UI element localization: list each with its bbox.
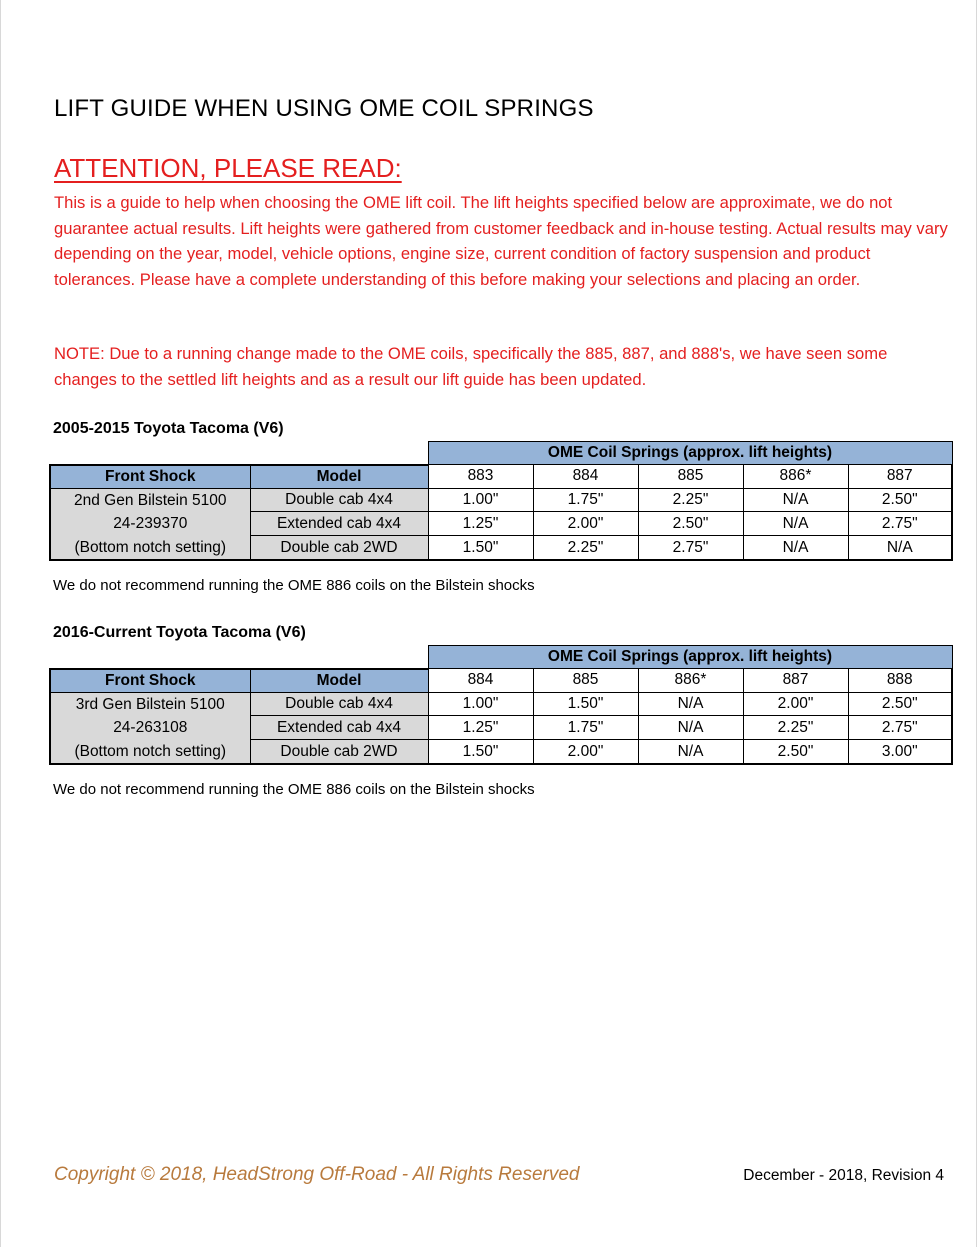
lift-value: 1.00" [428, 692, 533, 716]
blank-cell [50, 442, 428, 465]
lift-value: 2.00" [533, 740, 638, 764]
lift-value: 2.25" [533, 536, 638, 560]
coil-number-header: 885 [533, 669, 638, 693]
attention-heading: ATTENTION, PLEASE READ: [54, 153, 402, 183]
lift-value: N/A [743, 512, 848, 536]
table-note: We do not recommend running the OME 886 coils on the Bilstein shocks [53, 577, 535, 594]
lift-value: 1.50" [533, 692, 638, 716]
lift-value: 1.75" [533, 488, 638, 512]
coil-group-header: OME Coil Springs (approx. lift heights) [428, 646, 952, 669]
lift-value: N/A [638, 692, 743, 716]
model-cell: Double cab 2WD [250, 740, 428, 764]
lift-value: 2.00" [743, 692, 848, 716]
lift-value: 1.50" [428, 536, 533, 560]
lift-value: N/A [848, 536, 952, 560]
lift-value: 1.25" [428, 716, 533, 740]
page-title: LIFT GUIDE WHEN USING OME COIL SPRINGS [54, 95, 594, 122]
lift-value: 2.50" [638, 512, 743, 536]
lift-value: 2.50" [848, 488, 952, 512]
lift-value: N/A [743, 536, 848, 560]
lift-value: 1.50" [428, 740, 533, 764]
front-shock-cell [50, 488, 250, 560]
lift-value: 3.00" [848, 740, 952, 764]
lift-value: 2.00" [533, 512, 638, 536]
lift-value: N/A [638, 716, 743, 740]
front-shock-header: Front Shock [50, 465, 250, 489]
lift-value: 2.75" [638, 536, 743, 560]
lift-table-2005-2015 [49, 441, 953, 561]
copyright-footer: Copyright © 2018, HeadStrong Off-Road - All Rights Reserved [54, 1164, 580, 1185]
table-note: We do not recommend running the OME 886 coils on the Bilstein shocks [53, 781, 535, 798]
lift-table-2016-current [49, 645, 953, 765]
model-header: Model [250, 465, 428, 489]
lift-value: 1.25" [428, 512, 533, 536]
front-shock-cell [50, 692, 250, 764]
front-shock-header: Front Shock [50, 669, 250, 693]
table-heading-2005-2015: 2005-2015 Toyota Tacoma (V6) [53, 420, 284, 437]
lift-value: 2.50" [848, 692, 952, 716]
lift-value: N/A [743, 488, 848, 512]
table-row [50, 488, 952, 512]
coil-number-header: 887 [743, 669, 848, 693]
coil-group-header: OME Coil Springs (approx. lift heights) [428, 442, 952, 465]
blank-cell [50, 646, 428, 669]
coil-number-header: 884 [533, 465, 638, 489]
disclaimer-paragraph: This is a guide to help when choosing the OME lift coil. The lift heights specified below are approximate, we do not guarantee actual results. Lift heights were gathered from customer feedback and in-house testing. Actual results may vary depending on the year, model, vehicle options, engine size, current condition of factory suspension and product tolerances. Please have a complete understanding of this before making your selections and placing an order. [54, 193, 948, 289]
coil-number-header: 885 [638, 465, 743, 489]
coil-number-header: 888 [848, 669, 952, 693]
table-heading-2016-current: 2016-Current Toyota Tacoma (V6) [53, 624, 306, 641]
coil-number-header: 887 [848, 465, 952, 489]
lift-value: 2.50" [743, 740, 848, 764]
shock-line: 24-263108 [113, 719, 188, 736]
shock-line: 2nd Gen Bilstein 5100 [73, 491, 227, 509]
coil-number-header: 883 [428, 465, 533, 489]
coil-number-header: 884 [428, 669, 533, 693]
model-cell: Double cab 4x4 [250, 692, 428, 716]
lift-value: 1.00" [428, 488, 533, 512]
lift-value: 2.25" [638, 488, 743, 512]
shock-line: (Bottom notch setting) [74, 742, 227, 760]
model-cell: Double cab 4x4 [250, 488, 428, 512]
lift-value: 2.75" [848, 512, 952, 536]
lift-value: N/A [638, 740, 743, 764]
shock-line: 24-239370 [113, 515, 188, 532]
model-cell: Extended cab 4x4 [250, 512, 428, 536]
shock-line: (Bottom notch setting) [74, 538, 227, 556]
table-row [50, 692, 952, 716]
model-header: Model [250, 669, 428, 693]
lift-value: 1.75" [533, 716, 638, 740]
coil-number-header: 886* [743, 465, 848, 489]
lift-value: 2.25" [743, 716, 848, 740]
revision-footer: December - 2018, Revision 4 [743, 1167, 944, 1184]
model-cell: Extended cab 4x4 [250, 716, 428, 740]
lift-value: 2.75" [848, 716, 952, 740]
shock-line: 3rd Gen Bilstein 5100 [75, 695, 225, 713]
model-cell: Double cab 2WD [250, 536, 428, 560]
note-paragraph: NOTE: Due to a running change made to the OME coils, specifically the 885, 887, and 888's, we have seen some changes to the settled lift heights and as a result our lift guide has been updated. [54, 344, 888, 389]
coil-number-header: 886* [638, 669, 743, 693]
